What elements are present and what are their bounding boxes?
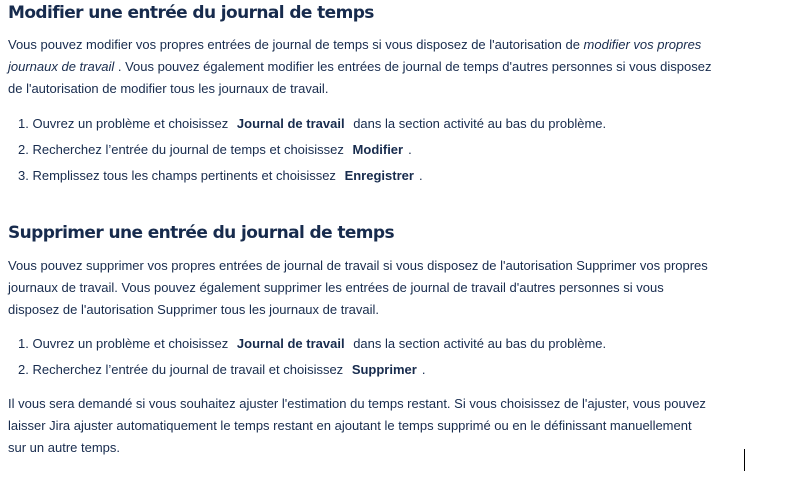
step-text: . (408, 142, 412, 157)
ui-label-modifier: Modifier (352, 142, 404, 157)
ui-label-enregistrer: Enregistrer (344, 168, 414, 183)
step-text: Ouvrez un problème et choisissez (32, 116, 229, 131)
step-text: Recherchez l’entrée du journal de travail et choisissez (32, 362, 344, 377)
delete-steps-list (18, 331, 606, 383)
list-item (18, 111, 606, 137)
text-cursor (744, 449, 745, 471)
step-text: dans la section activité au bas du problème. (353, 336, 607, 351)
section-title-delete: Supprimer une entrée du journal de temps (8, 223, 394, 243)
ui-label-journal: Journal de travail (236, 116, 345, 131)
modify-steps-list (18, 111, 606, 189)
step-number: 2. (18, 142, 29, 157)
list-item (18, 357, 606, 383)
modify-intro-permission: modifier vos propres journaux de travail (8, 37, 702, 74)
step-text: . (421, 362, 426, 377)
modify-intro-paragraph (8, 34, 723, 100)
step-number: 1. (18, 336, 29, 351)
step-number: 2. (18, 362, 29, 377)
delete-outro-paragraph: Il vous sera demandé si vous souhaitez ajuster l'estimation du temps restant. Si vous choisissez de l'ajuster, vous pouvez laisser Jira ajuster automatiquement le temps restant en ajoutant le temps supprimé ou en le définissant manuellement sur un autre temps. (8, 396, 706, 455)
step-number: 1. (18, 116, 29, 131)
step-text: dans la section activité au bas du problème. (353, 116, 607, 131)
section-title-modify: Modifier une entrée du journal de temps (8, 3, 374, 23)
modify-intro-text-2: . Vous pouvez également modifier les entrées de journal de temps d'autres personnes si vous disposez de l'autorisation de modifier tous les journaux de travail. (8, 59, 712, 96)
modify-intro-text-1: Vous pouvez modifier vos propres entrées de journal de temps si vous disposez de l'autorisation de (8, 37, 584, 52)
step-number: 3. (18, 168, 29, 183)
step-text: Recherchez l’entrée du journal de temps et choisissez (32, 142, 344, 157)
delete-intro-paragraph: Vous pouvez supprimer vos propres entrées de journal de travail si vous disposez de l'autorisation Supprimer vos propres journaux de travail. Vous pouvez également supprimer les entrées de journal de travail d'autres personnes si vous disposez de l'autorisation Supprimer tous les journaux de travail. (8, 258, 708, 317)
step-text: Remplissez tous les champs pertinents et choisissez (32, 168, 336, 183)
list-item (18, 163, 606, 189)
ui-label-supprimer: Supprimer (351, 362, 417, 377)
step-text: . (418, 168, 423, 183)
list-item (18, 137, 606, 163)
list-item (18, 331, 606, 357)
step-text: Ouvrez un problème et choisissez (32, 336, 229, 351)
ui-label-journal: Journal de travail (236, 336, 345, 351)
